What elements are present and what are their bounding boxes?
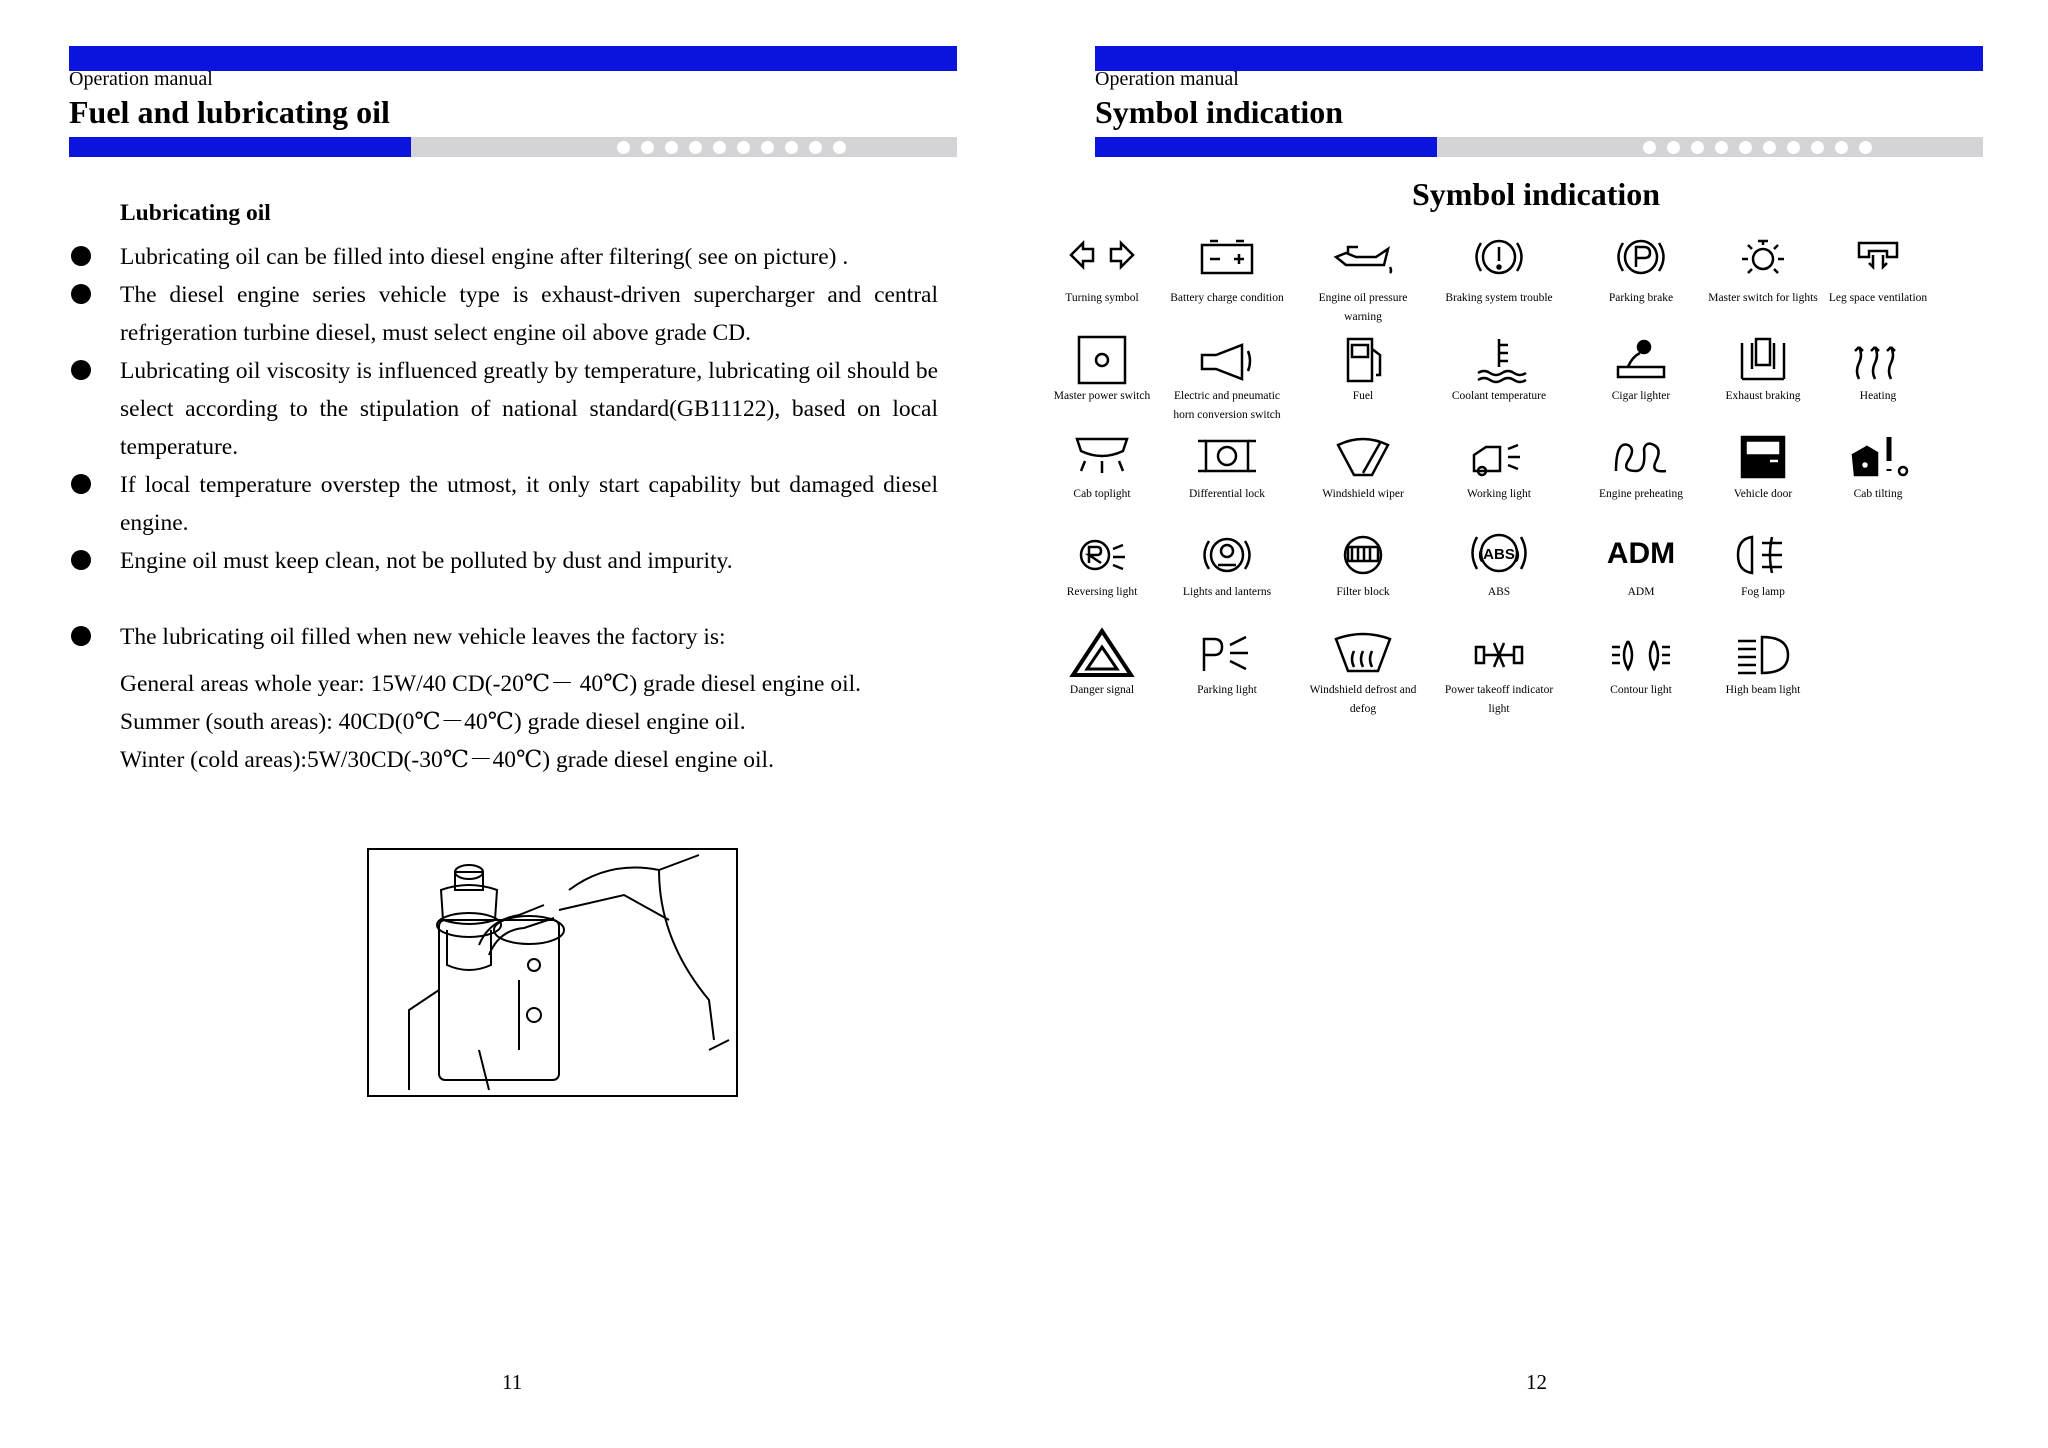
header-subtitle: Operation manual: [69, 68, 213, 90]
coolant-thermometer-icon: [1464, 333, 1534, 385]
wiper-icon: [1328, 431, 1398, 483]
bullet-icon: [71, 360, 91, 380]
symbol-cell: [1579, 431, 1703, 504]
symbol-label: Differential lock: [1188, 488, 1266, 500]
section-heading: Lubricating oil: [120, 200, 271, 226]
symbol-label: Reversing light: [1066, 586, 1138, 598]
bullet-text: Engine oil must keep clean, not be polluted by dust and impurity.: [120, 548, 733, 574]
symbol-label: Fuel: [1352, 390, 1374, 402]
symbol-label: Heating: [1859, 390, 1897, 402]
symbol-cell: [1165, 627, 1289, 700]
symbol-label: Parking brake: [1608, 292, 1674, 304]
symbol-cell: [1040, 333, 1164, 406]
symbol-cell: [1579, 627, 1703, 700]
oil-grade-line: Summer (south areas): 40CD(0℃－40℃) grade diesel engine oil.: [120, 709, 746, 735]
symbol-label: Fog lamp: [1741, 586, 1785, 598]
symbol-cell: [1165, 529, 1289, 602]
oil-grade-line: General areas whole year: 15W/40 CD(-20℃－ 40℃) grade diesel engine oil.: [120, 671, 862, 697]
symbol-cell: [1165, 333, 1289, 425]
bullet-text: Lubricating oil can be filled into diesel engine after filtering( see on picture) .: [120, 244, 849, 270]
symbol-cell: [1437, 431, 1561, 504]
symbol-label: Lights and lanterns: [1182, 586, 1272, 598]
symbol-label: Engine oil pressure warning: [1318, 292, 1408, 323]
page-title: Symbol indication: [1095, 94, 1344, 130]
symbol-label: Electric and pneumatic horn conversion switch: [1173, 390, 1281, 421]
symbol-label: Filter block: [1336, 586, 1390, 598]
page-right: [1024, 0, 2048, 1448]
symbol-cell: [1437, 627, 1561, 719]
symbol-label: Master switch for lights: [1708, 292, 1818, 304]
svg-text:ADM: ADM: [1606, 537, 1676, 570]
parking-light-icon: [1192, 627, 1262, 679]
lamp-icon: [1728, 235, 1798, 287]
reversing-light-icon: [1067, 529, 1137, 581]
symbol-label: Cab tilting: [1853, 488, 1903, 500]
bullet-icon: [71, 626, 91, 646]
hazard-triangle-icon: [1067, 627, 1137, 679]
section-bar-accent: [69, 137, 411, 157]
turn-arrows-icon: [1067, 235, 1137, 287]
fuel-pump-icon: [1328, 333, 1398, 385]
symbol-cell: [1040, 235, 1164, 308]
symbol-cell: [1701, 333, 1825, 406]
symbol-cell: [1437, 235, 1561, 308]
working-light-icon: [1464, 431, 1534, 483]
cigar-lighter-icon: [1606, 333, 1676, 385]
symbol-cell: [1701, 627, 1825, 700]
differential-lock-icon: [1192, 431, 1262, 483]
symbol-cell: [1437, 333, 1561, 406]
symbol-label: Contour light: [1610, 684, 1672, 696]
oil-grade-line: Winter (cold areas):5W/30CD(-30℃－40℃) grade diesel engine oil.: [120, 747, 774, 773]
section-bar: [1095, 137, 1983, 157]
symbol-label: Windshield defrost and defog: [1309, 684, 1417, 715]
horn-icon: [1192, 333, 1262, 385]
symbol-cell: [1165, 235, 1289, 308]
bullet-icon: [71, 284, 91, 304]
defrost-icon: [1328, 627, 1398, 679]
symbol-label: Braking system trouble: [1445, 292, 1553, 304]
battery-icon: [1192, 235, 1262, 287]
symbol-label: Cab toplight: [1073, 488, 1131, 500]
bullet-text: Lubricating oil viscosity is influenced greatly by temperature, lubricating oil should be select according to the stipulation of national standard(GB11122), based on local temperature.: [120, 358, 938, 460]
bullet-icon: [71, 474, 91, 494]
contour-light-icon: [1606, 627, 1676, 679]
section-bar: [69, 137, 957, 157]
bullet-text: The diesel engine series vehicle type is exhaust-driven supercharger and central refrigeration turbine diesel, must select engine oil above grade CD.: [120, 282, 938, 346]
symbol-cell: [1301, 529, 1425, 602]
page-number: 12: [1526, 1370, 1547, 1394]
symbol-cell: [1701, 431, 1825, 504]
page-number: 11: [502, 1370, 523, 1394]
symbol-label: ABS: [1487, 586, 1511, 598]
bullet-icon: [71, 550, 91, 570]
bullet-icon: [71, 246, 91, 266]
symbol-label: Danger signal: [1069, 684, 1135, 696]
svg-text:(ABS): (ABS): [1478, 546, 1520, 563]
symbol-cell: [1040, 627, 1164, 700]
symbol-cell: [1701, 235, 1825, 308]
symbol-label: Exhaust braking: [1725, 390, 1801, 402]
symbol-cell: [1579, 235, 1703, 308]
oil-filling-illustration: [367, 848, 738, 1097]
power-switch-icon: [1067, 333, 1137, 385]
filter-block-icon: [1328, 529, 1398, 581]
symbol-label: Working light: [1467, 488, 1531, 500]
symbol-label: Power takeoff indicator light: [1444, 684, 1554, 715]
cab-toplight-icon: [1067, 431, 1137, 483]
symbol-cell: [1301, 431, 1425, 504]
symbol-cell: [1040, 529, 1164, 602]
page-title: Fuel and lubricating oil: [69, 94, 390, 130]
symbol-label: Cigar lighter: [1611, 390, 1671, 402]
high-beam-icon: [1728, 627, 1798, 679]
symbol-cell: [1165, 431, 1289, 504]
header-subtitle: Operation manual: [1095, 68, 1239, 90]
symbol-label: Battery charge condition: [1170, 292, 1284, 304]
heating-icon: [1843, 333, 1913, 385]
symbol-label: Engine preheating: [1599, 488, 1683, 500]
symbol-label: High beam light: [1725, 684, 1801, 696]
symbol-cell: [1579, 529, 1703, 602]
symbol-cell: [1701, 529, 1825, 602]
symbol-label: Master power switch: [1053, 390, 1151, 402]
symbol-label: Coolant temperature: [1451, 390, 1547, 402]
door-icon: [1728, 431, 1798, 483]
section-bar-dots: [617, 141, 846, 154]
symbol-cell: [1816, 235, 1940, 308]
bullet-text: The lubricating oil filled when new vehicle leaves the factory is:: [120, 624, 726, 650]
symbol-cell: [1579, 333, 1703, 406]
exhaust-brake-icon: [1728, 333, 1798, 385]
fog-lamp-icon: [1728, 529, 1798, 581]
symbol-figure-title: Symbol indication: [1411, 176, 1661, 212]
symbol-label: Turning symbol: [1065, 292, 1139, 304]
symbol-cell: [1301, 333, 1425, 406]
brake-warning-icon: [1464, 235, 1534, 287]
pto-icon: [1464, 627, 1534, 679]
leg-vent-icon: [1843, 235, 1913, 287]
adm-icon: [1606, 529, 1676, 581]
cab-tilt-icon: [1843, 431, 1913, 483]
symbol-label: Parking light: [1197, 684, 1257, 696]
section-bar-accent: [1095, 137, 1437, 157]
section-bar-dots: [1643, 141, 1872, 154]
bullet-text: If local temperature overstep the utmost, it only start capability but damaged diesel engine.: [120, 472, 938, 536]
symbol-cell: [1816, 333, 1940, 406]
preheat-coil-icon: [1606, 431, 1676, 483]
parking-brake-icon: [1606, 235, 1676, 287]
symbol-label: Vehicle door: [1733, 488, 1793, 500]
symbol-cell: [1816, 431, 1940, 504]
symbol-label: Windshield wiper: [1322, 488, 1404, 500]
oil-can-icon: [1328, 235, 1398, 287]
abs-icon: [1464, 529, 1534, 581]
symbol-label: ADM: [1627, 586, 1655, 598]
symbol-cell: [1437, 529, 1561, 602]
symbol-cell: [1301, 627, 1425, 719]
lanterns-icon: [1192, 529, 1262, 581]
symbol-cell: [1301, 235, 1425, 327]
symbol-cell: [1040, 431, 1164, 504]
symbol-label: Leg space ventilation: [1828, 292, 1928, 304]
